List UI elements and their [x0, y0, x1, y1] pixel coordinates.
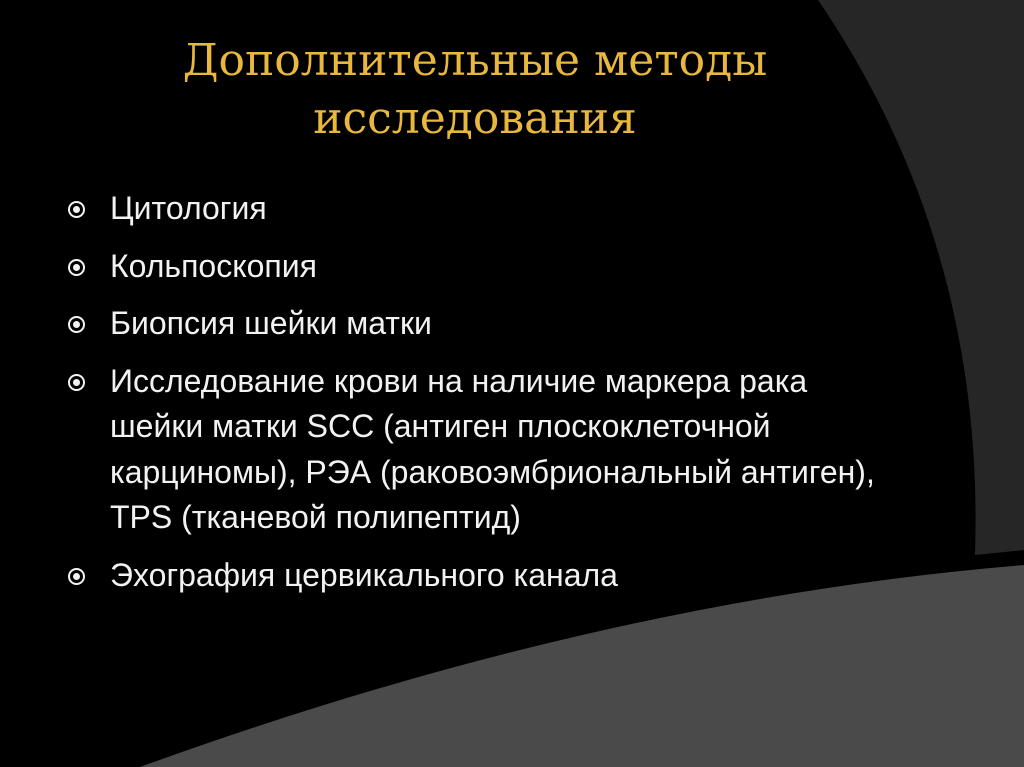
bullet-item [66, 244, 886, 290]
bullet-text: Эхография цервикального канала [110, 556, 618, 593]
bullet-text: Кольпоскопия [110, 247, 317, 284]
slide-title-line: Дополнительные методы [182, 35, 768, 86]
bullet-text: Биопсия шейки матки [110, 305, 432, 341]
bullet-item [66, 301, 886, 347]
slide-title-line: исследования [313, 93, 637, 144]
ring-bullet-icon [68, 316, 85, 333]
bullet-item [66, 359, 886, 541]
ring-bullet-icon [68, 568, 85, 585]
bullet-text: Цитология [110, 190, 267, 226]
bullet-text: Исследование крови на наличие маркера рака шейки матки SCC (антиген плоскоклеточной карциномы), РЭА (раковоэмбриональный антиген), TPS (тканевой полипептид) [110, 362, 875, 535]
ring-bullet-icon [68, 374, 85, 391]
bullet-item [66, 186, 886, 232]
ring-bullet-icon [68, 201, 85, 218]
slide-title [60, 32, 890, 148]
ring-bullet-icon [68, 259, 85, 276]
bullet-item [66, 553, 886, 599]
bullet-list [66, 186, 886, 610]
